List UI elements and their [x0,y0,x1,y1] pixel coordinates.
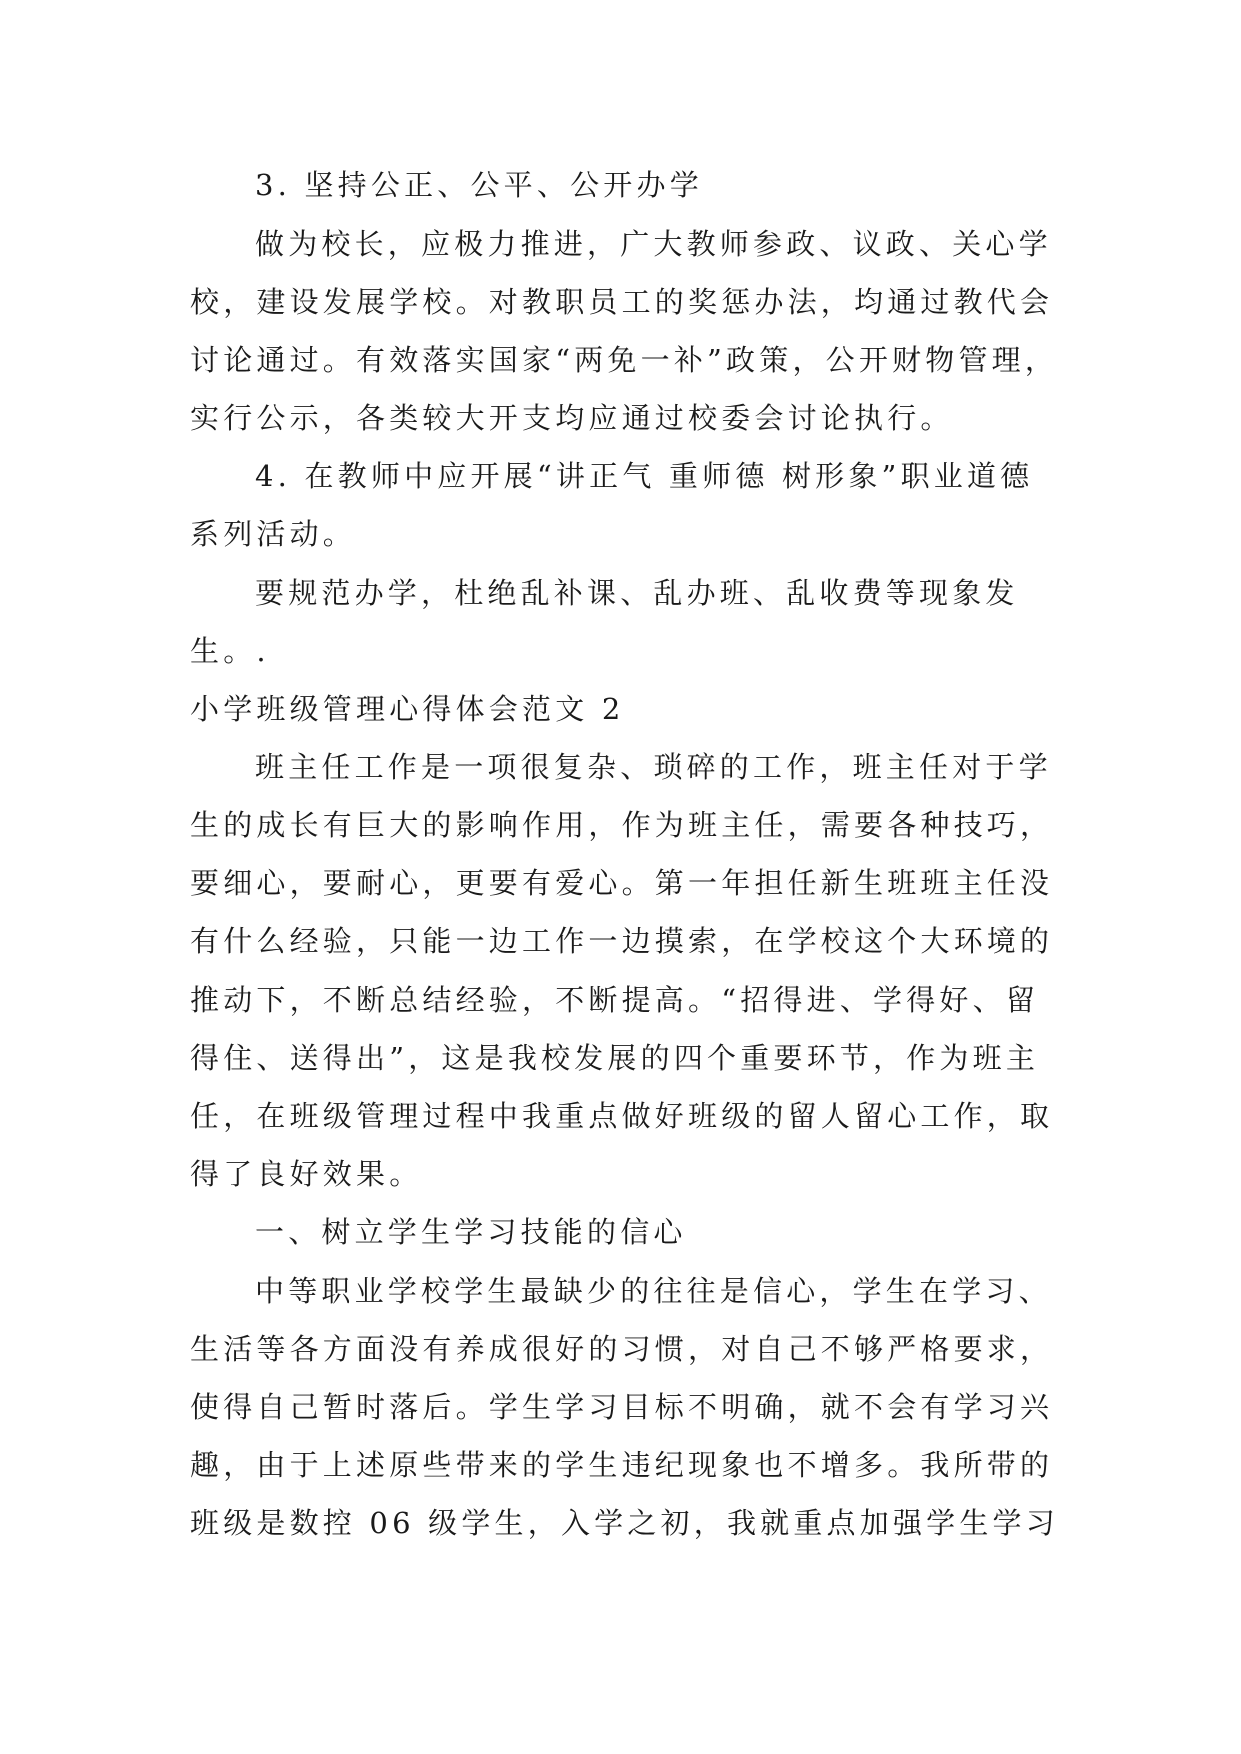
paragraph-line: 系列活动。 [190,517,357,551]
paragraph-line: 趣，由于上述原些带来的学生违纪现象也不增多。我所带的 [190,1448,1054,1482]
paragraph-line: 生活等各方面没有养成很好的习惯，对自己不够严格要求， [190,1332,1054,1366]
article-title: 小学班级管理心得体会范文 2 [190,692,625,726]
section-item-4-heading: 4. 在教师中应开展“讲正气 重师德 树形象”职业道德 [255,459,1034,493]
paragraph-line: 做为校长，应极力推进，广大教师参政、议政、关心学 [255,227,1052,261]
paragraph-line: 得住、送得出”，这是我校发展的四个重要环节，作为班主 [190,1041,1040,1075]
paragraph-line: 得了良好效果。 [190,1157,423,1191]
paragraph-line: 推动下，不断总结经验，不断提高。“招得进、学得好、留 [190,983,1040,1017]
paragraph-line: 要细心，要耐心，更要有爱心。第一年担任新生班班主任没 [190,866,1054,900]
paragraph-line: 有什么经验，只能一边工作一边摸索，在学校这个大环境的 [190,924,1054,958]
paragraph-line: 生的成长有巨大的影响作用，作为班主任，需要各种技巧， [190,808,1054,842]
paragraph-line: 校，建设发展学校。对教职员工的奖惩办法，均通过教代会 [190,285,1054,319]
paragraph-line: 中等职业学校学生最缺少的往往是信心，学生在学习、 [255,1274,1052,1308]
section-item-3-heading: 3. 坚持公正、公平、公开办学 [255,168,703,202]
paragraph-line: 实行公示，各类较大开支均应通过校委会讨论执行。 [190,401,954,435]
paragraph-line: 班级是数控 06 级学生，入学之初，我就重点加强学生学习 [190,1506,1059,1540]
paragraph-line: 班主任工作是一项很复杂、琐碎的工作，班主任对于学 [255,750,1052,784]
paragraph-line: 任，在班级管理过程中我重点做好班级的留人留心工作，取 [190,1099,1054,1133]
paragraph-line: 讨论通过。有效落实国家“两免一补”政策，公开财物管理， [190,343,1059,377]
paragraph-line: 使得自己暂时落后。学生学习目标不明确，就不会有学习兴 [190,1390,1054,1424]
paragraph-line: 生。. [190,634,270,668]
paragraph-line: 要规范办学，杜绝乱补课、乱办班、乱收费等现象发 [255,576,1019,610]
section-heading: 一、树立学生学习技能的信心 [255,1215,687,1249]
